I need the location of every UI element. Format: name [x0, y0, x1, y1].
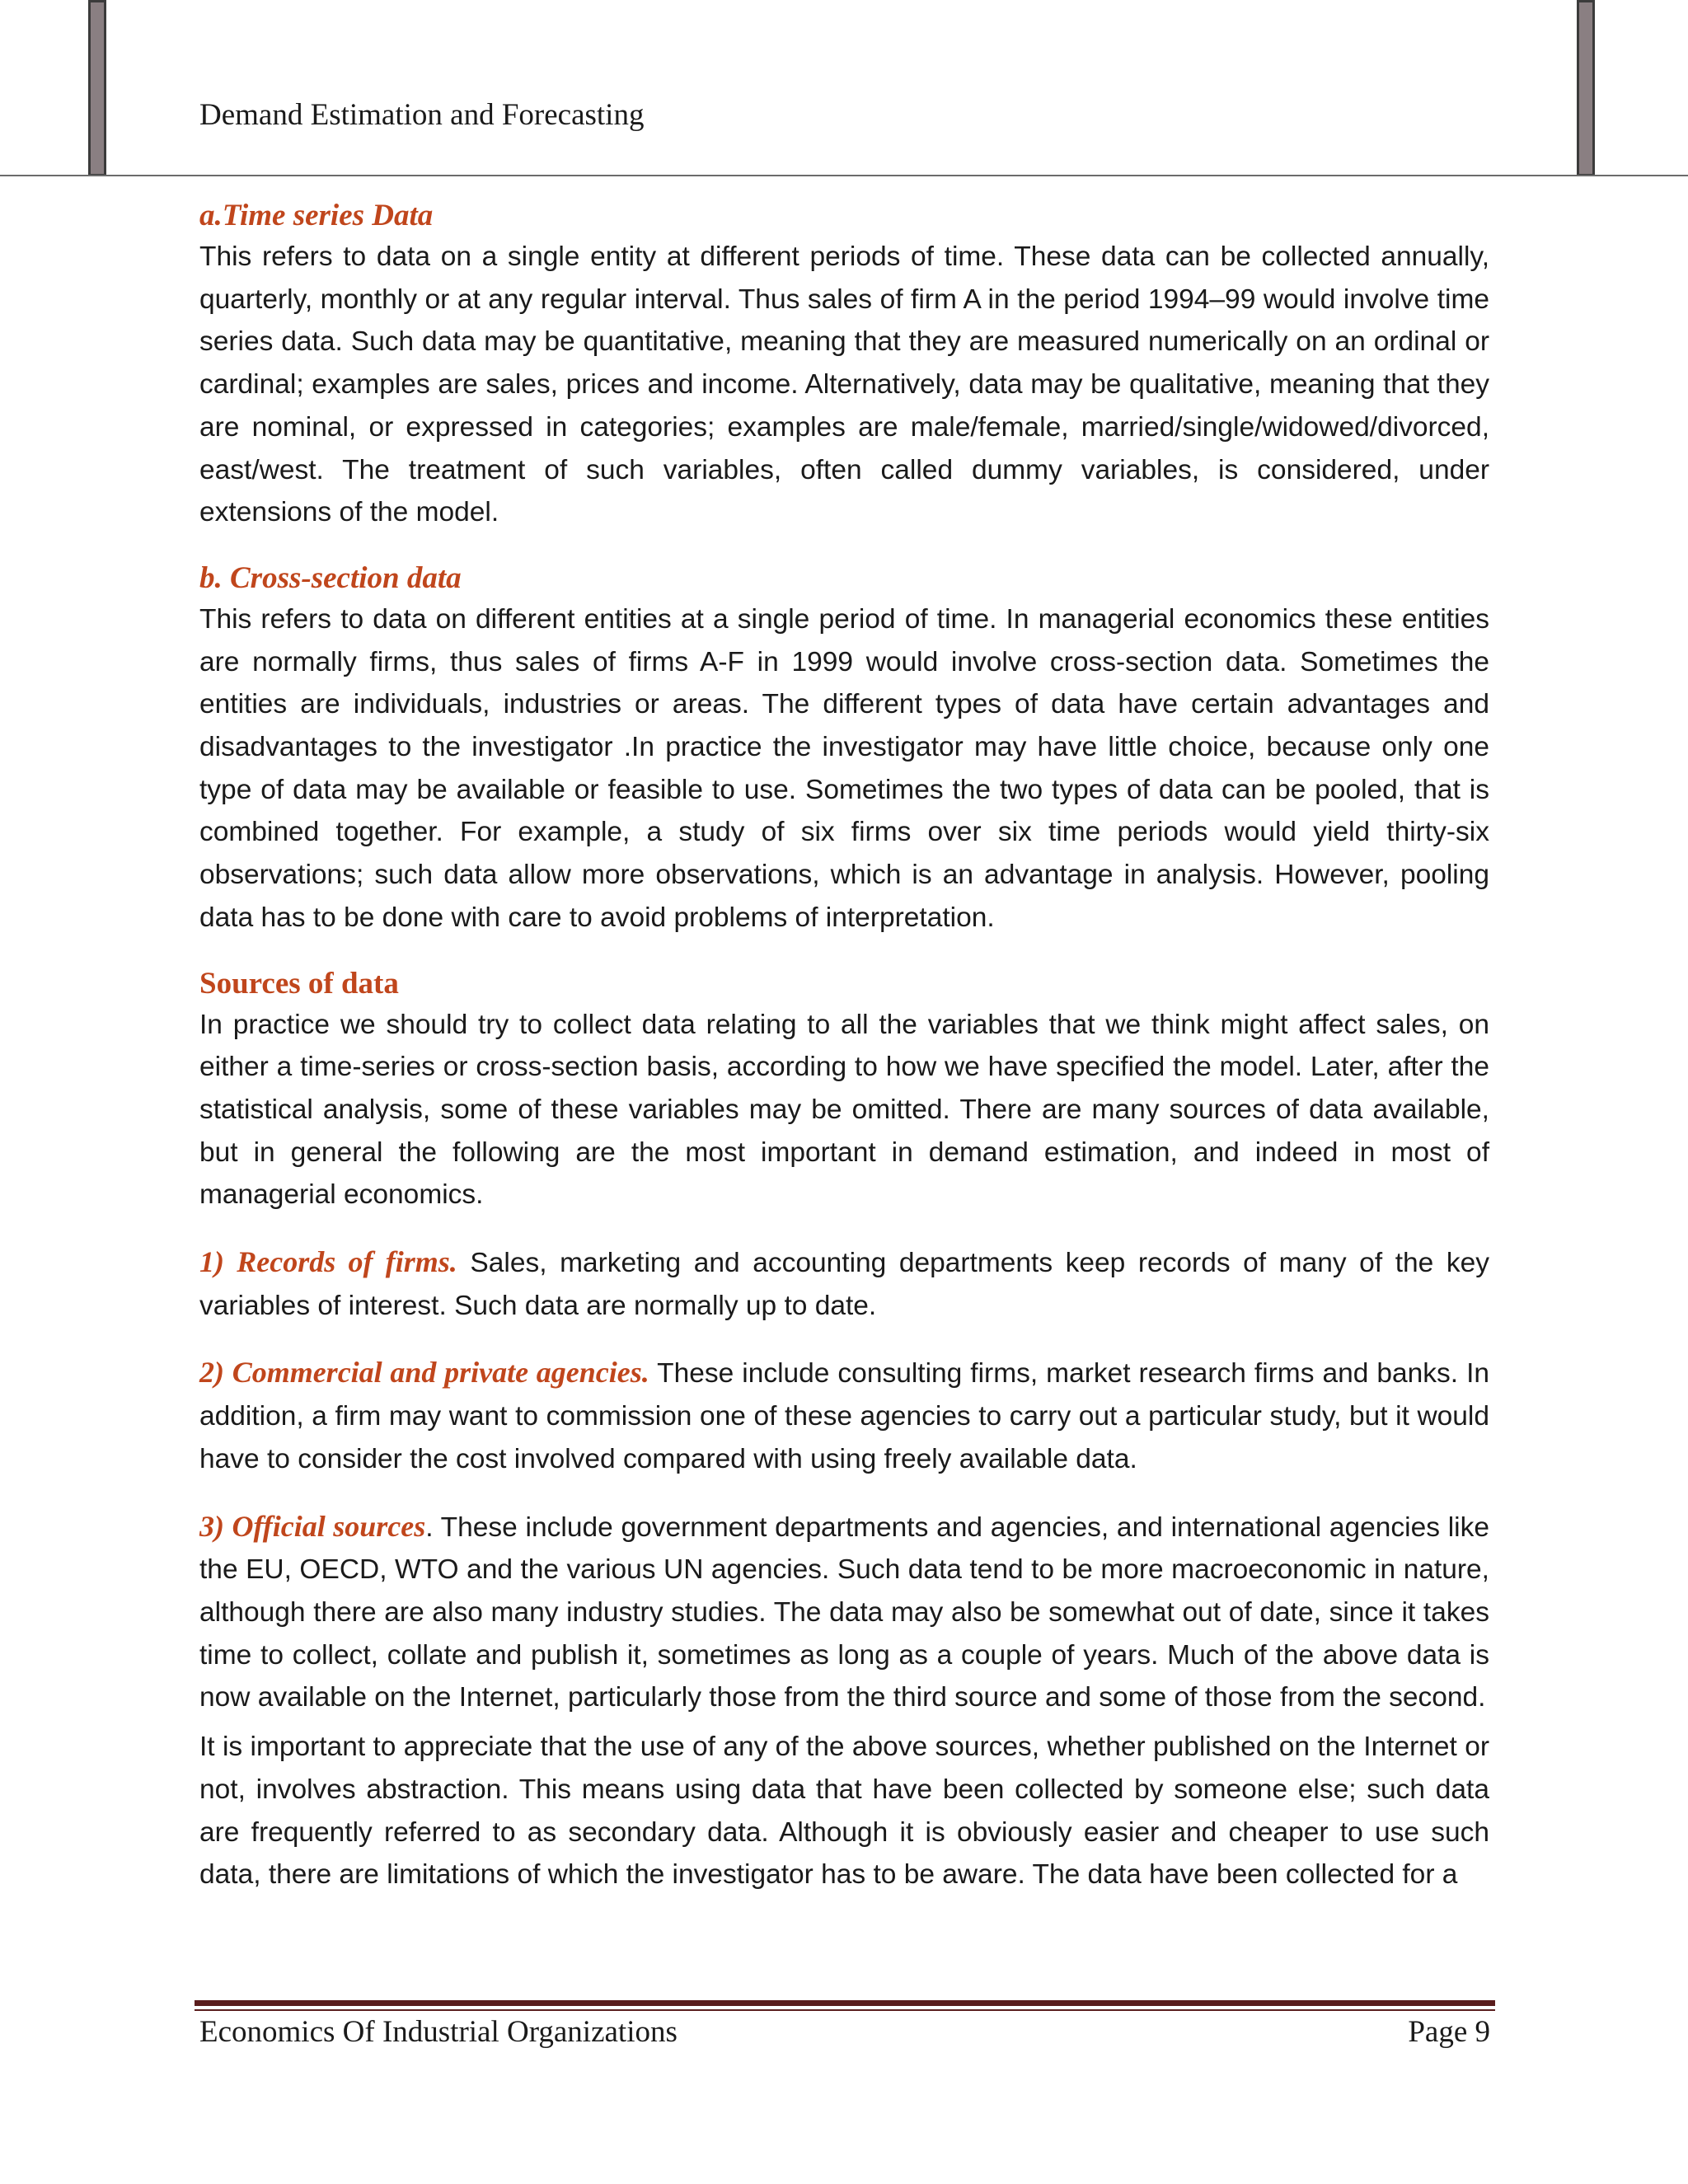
header-title: Demand Estimation and Forecasting: [199, 98, 645, 132]
footer-divider-thin: [195, 2009, 1495, 2011]
agencies-body: These include consulting firms, market research firms and banks. In addition, a firm may want to commission one of these agencies to carry out a particular study, but it would have to consider the cost involved compared with using freely available data.: [199, 1358, 1490, 1474]
cross-section-heading: b. Cross-section data: [199, 560, 462, 595]
time-series-paragraph: This refers to data on a single entity at different periods of time. These data can be collected annually, quarterly, monthly or at any regular interval. Thus sales of firm A in the period 1994–99 would involve time series data. Such data may be quantitative, meaning that they are measured numerically on an ordinal or cardinal; examples are sales, prices and income. Alternatively, data may be qualitative, meaning that they are nominal, or expressed in categories; examples are male/female, married/single/widowed/divorced, east/west. The treatment of such variables, often called dummy variables, is considered, under extensions of the model.: [199, 241, 1489, 528]
page-content: [199, 196, 1489, 1896]
records-paragraph: [199, 1241, 1489, 1327]
footer-divider-thick: [195, 2000, 1495, 2006]
agencies-paragraph: [199, 1352, 1489, 1480]
sources-heading: Sources of data: [199, 966, 399, 1001]
closing-paragraph: It is important to appreciate that the use of any of the above sources, whether published on the Internet or not, involves abstraction. This means using data that have been collected by someone else; such data are frequently referred to as secondary data. Although it is obviously easier and cheaper to use such data, there are limitations of which the investigator has to be aware. The data have been collected for a: [199, 1732, 1489, 1891]
cross-section-paragraph: This refers to data on different entities at a single period of time. In managerial economics these entities are normally firms, thus sales of firms A-F in 1999 would involve cross-section data. Sometimes the entities are individuals, industries or areas. The different types of data have certain advantages and disadvantages to the investigator .In practice the investigator may have little choice, because only one type of data may be available or feasible to use. Sometimes the two types of data can be pooled, that is combined together. For example, a study of six firms over six time periods would yield thirty-six observations; such data allow more observations, which is an advantage in analysis. However, pooling data has to be done with care to avoid problems of interpretation.: [199, 603, 1489, 933]
footer-page-number: Page 9: [1408, 2015, 1490, 2049]
official-paragraph: [199, 1506, 1489, 1720]
section-sources: [199, 964, 1489, 1217]
section-time-series: [199, 196, 1489, 534]
official-lead: 3) Official sources: [199, 1509, 426, 1543]
sources-paragraph: In practice we should try to collect data relating to all the variables that we think might affect sales, on either a time-series or cross-section basis, according to how we have specified the model. Later, after the statistical analysis, some of these variables may be omitted. There are many sources of data available, but in general the following are the most important in demand estimation, and indeed in most of managerial economics.: [199, 1009, 1489, 1211]
agencies-lead: 2) Commercial and private agencies.: [199, 1356, 649, 1390]
records-body: Sales, marketing and accounting departments keep records of many of the key variables of interest. Such data are normally up to date.: [199, 1248, 1489, 1321]
header-divider: [0, 175, 1688, 176]
header-left-bar: [88, 0, 106, 176]
records-lead: 1) Records of firms.: [199, 1245, 457, 1279]
header-right-bar: [1577, 0, 1595, 176]
official-body: . These include government departments and agencies, and international agencies like the EU, OECD, WTO and the various UN agencies. Such data tend to be more macroeconomic in nature, although there are also many industry studies. The data may also be somewhat out of date, since it takes time to collect, collate and publish it, sometimes as long as a couple of years. Much of the above data is now available on the Internet, particularly those from the third source and some of those from the second.: [199, 1511, 1489, 1713]
section-cross-section: [199, 559, 1489, 940]
footer-book-title: Economics Of Industrial Organizations: [199, 2015, 678, 2049]
time-series-heading: a.Time series Data: [199, 199, 434, 232]
